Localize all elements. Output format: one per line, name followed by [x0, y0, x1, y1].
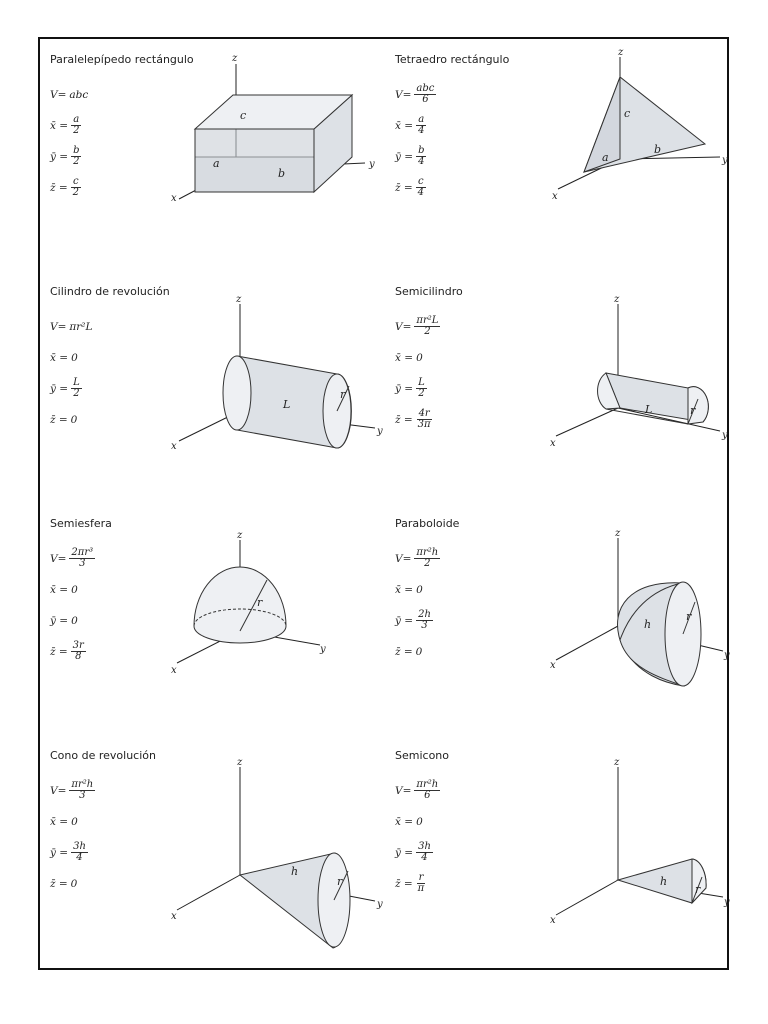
- formula-lhs: x̄ =: [395, 119, 414, 132]
- hemisphere-figure: [165, 528, 385, 698]
- fraction-numerator: r: [418, 871, 424, 883]
- fraction-denominator: 8: [75, 651, 82, 662]
- formula-row: [395, 605, 440, 636]
- formula-row: [50, 79, 88, 110]
- axis-label-x: x: [552, 191, 558, 202]
- axis-label-y: y: [377, 899, 383, 910]
- panel-cone: [40, 735, 385, 967]
- paraboloid-figure: [510, 528, 730, 698]
- axis-label-x: x: [171, 911, 177, 922]
- formula-lhs: z̄ =: [395, 645, 413, 658]
- formula-fraction: [71, 842, 88, 864]
- fraction-numerator: b: [418, 144, 425, 156]
- formula-fraction: [71, 115, 81, 137]
- formula-lhs: x̄ =: [395, 351, 414, 364]
- formula-lhs: z̄ =: [50, 181, 68, 194]
- axis-label-z: z: [237, 757, 243, 768]
- formula-row: [395, 342, 440, 373]
- fraction-denominator: 2: [424, 326, 431, 337]
- formula-fraction: [416, 378, 427, 400]
- formula-lhs: ȳ =: [50, 614, 69, 627]
- formula-lhs: ȳ =: [395, 614, 414, 627]
- formula-lhs: x̄ =: [395, 583, 414, 596]
- axis-label-x: x: [550, 438, 556, 449]
- fraction-numerator: πr²h: [416, 778, 439, 790]
- formula-lhs: z̄ =: [50, 413, 68, 426]
- panel-title: Semicono: [395, 749, 450, 762]
- axis-label-x: x: [550, 915, 556, 926]
- panel-half-cone: [385, 735, 730, 967]
- formula-row: [50, 342, 93, 373]
- fraction-denominator: 3π: [417, 419, 431, 430]
- formula-lhs: x̄ =: [50, 583, 69, 596]
- formula-row: [395, 868, 440, 899]
- fraction-numerator: 2πr³: [71, 546, 94, 558]
- fraction-denominator: 3: [79, 558, 86, 569]
- panel-title: Tetraedro rectángulo: [395, 53, 510, 66]
- panel-title: Cilindro de revolución: [50, 285, 170, 298]
- fraction-denominator: 2: [73, 388, 80, 399]
- axis-label-x: x: [171, 441, 177, 452]
- formula-lhs: z̄ =: [395, 877, 413, 890]
- formula-lhs: ȳ =: [395, 382, 414, 395]
- formula-lhs: V=: [395, 552, 412, 565]
- fraction-denominator: 2: [73, 156, 80, 167]
- formula-row: [50, 141, 88, 172]
- formula-rhs: 0: [416, 815, 423, 828]
- fraction-numerator: πr²h: [416, 546, 439, 558]
- tetrahedron-figure: [510, 49, 730, 219]
- formula-fraction: [416, 873, 427, 895]
- formula-list: [395, 79, 436, 203]
- formula-fraction: [69, 548, 95, 570]
- fraction-denominator: 4: [418, 125, 425, 136]
- formula-list: [395, 543, 440, 667]
- formula-lhs: ȳ =: [395, 150, 414, 163]
- axis-label-y: y: [724, 897, 730, 908]
- formula-row: [395, 110, 436, 141]
- fraction-numerator: 3h: [418, 840, 431, 852]
- panel-title: Semicilindro: [395, 285, 463, 298]
- formula-fraction: [69, 780, 95, 802]
- fraction-numerator: 2h: [418, 608, 431, 620]
- axis-label-y: y: [724, 650, 730, 661]
- formula-rhs: 0: [71, 583, 78, 596]
- panel-paraboloid: [385, 503, 730, 735]
- formula-fraction: [414, 548, 440, 570]
- formula-fraction: [71, 378, 82, 400]
- formula-row: [395, 404, 440, 435]
- panel-title: Paralelepípedo rectángulo: [50, 53, 194, 66]
- formula-lhs: ȳ =: [395, 846, 414, 859]
- formula-list: [395, 311, 440, 435]
- formula-lhs: ȳ =: [50, 150, 69, 163]
- formula-rhs: πr²L: [69, 320, 93, 333]
- formula-list: [395, 775, 440, 899]
- rectangular-prism-figure: [165, 49, 385, 219]
- panel-hemisphere: [40, 503, 385, 735]
- dim-label-h: h: [660, 875, 668, 888]
- formula-rhs: 0: [70, 413, 78, 426]
- half-cone-figure: [510, 755, 730, 925]
- fraction-numerator: 3h: [73, 840, 86, 852]
- formula-rhs: 0: [416, 583, 423, 596]
- fraction-denominator: 6: [424, 790, 431, 801]
- formula-rhs: 0: [416, 351, 423, 364]
- formula-lhs: x̄ =: [395, 815, 414, 828]
- panel-rectangular-prism: [40, 39, 385, 271]
- formula-row: [50, 806, 95, 837]
- dim-label-r: r: [340, 388, 346, 401]
- dim-label-h: h: [644, 618, 652, 631]
- panel-title: Paraboloide: [395, 517, 460, 530]
- page-frame: [38, 37, 729, 970]
- formula-fraction: [71, 146, 81, 168]
- fraction-numerator: abc: [416, 82, 435, 94]
- formula-row: [50, 636, 95, 667]
- dim-label-b: b: [278, 167, 286, 180]
- formula-fraction: [416, 146, 426, 168]
- formula-row: [395, 806, 440, 837]
- formula-row: [50, 775, 95, 806]
- formula-row: [50, 311, 93, 342]
- formula-lhs: V=: [395, 88, 412, 101]
- fraction-denominator: 4: [418, 156, 425, 167]
- formula-row: [395, 837, 440, 868]
- formula-lhs: z̄ =: [395, 413, 413, 426]
- fraction-denominator: 2: [424, 558, 431, 569]
- formula-row: [395, 311, 440, 342]
- formula-lhs: z̄ =: [50, 645, 68, 658]
- fraction-numerator: πr²h: [71, 778, 94, 790]
- fraction-numerator: a: [418, 113, 425, 125]
- axis-label-z: z: [615, 528, 621, 539]
- dim-label-a: a: [213, 157, 220, 170]
- formula-lhs: ȳ =: [50, 382, 69, 395]
- fraction-numerator: b: [73, 144, 80, 156]
- fraction-numerator: L: [418, 376, 425, 388]
- dim-label-b: b: [654, 143, 662, 156]
- formula-rhs: 0: [71, 614, 78, 627]
- fraction-denominator: 3: [421, 620, 428, 631]
- axis-label-z: z: [237, 530, 243, 541]
- formula-lhs: V=: [50, 784, 67, 797]
- axis-label-x: x: [171, 193, 177, 204]
- cylinder-figure: [165, 296, 385, 466]
- fraction-denominator: 6: [422, 94, 429, 105]
- formula-fraction: [416, 115, 426, 137]
- dim-label-L: L: [645, 403, 653, 416]
- formula-row: [50, 837, 95, 868]
- fraction-denominator: 3: [79, 790, 86, 801]
- formula-list: [50, 79, 88, 203]
- axis-label-x: x: [550, 660, 556, 671]
- fraction-denominator: 2: [72, 187, 80, 198]
- formula-lhs: ȳ =: [50, 846, 69, 859]
- formula-row: [50, 110, 88, 141]
- formula-fraction: [71, 177, 81, 199]
- dim-label-r: r: [695, 883, 701, 896]
- formula-rhs: 0: [71, 815, 78, 828]
- dim-label-r: r: [690, 404, 696, 417]
- dim-label-r: r: [257, 596, 263, 609]
- formula-lhs: z̄ =: [395, 181, 413, 194]
- formula-row: [395, 543, 440, 574]
- axis-label-z: z: [236, 294, 242, 305]
- axis-label-z: z: [618, 47, 624, 58]
- fraction-denominator: 2: [418, 388, 425, 399]
- fraction-denominator: 2: [73, 125, 80, 136]
- fraction-denominator: 4: [421, 852, 428, 863]
- formula-fraction: [416, 409, 433, 431]
- formula-lhs: V=: [395, 784, 412, 797]
- formula-row: [50, 574, 95, 605]
- formula-lhs: V=: [50, 552, 67, 565]
- fraction-numerator: c: [73, 175, 79, 187]
- formula-fraction: [71, 641, 86, 663]
- formula-list: [50, 311, 93, 435]
- axis-label-y: y: [722, 430, 728, 441]
- formula-row: [395, 79, 436, 110]
- dim-label-L: L: [283, 398, 291, 411]
- panel-title: Semiesfera: [50, 517, 112, 530]
- dim-label-c: c: [624, 107, 631, 120]
- dim-label-r: r: [686, 610, 692, 623]
- formula-fraction: [414, 780, 440, 802]
- axis-label-y: y: [320, 644, 326, 655]
- formula-row: [395, 172, 436, 203]
- fraction-denominator: 4: [76, 852, 83, 863]
- formula-row: [50, 373, 93, 404]
- formula-lhs: V=: [395, 320, 412, 333]
- fraction-numerator: L: [73, 376, 80, 388]
- formula-fraction: [414, 316, 440, 338]
- formula-list: [50, 543, 95, 667]
- panel-title: Cono de revolución: [50, 749, 156, 762]
- formula-list: [50, 775, 95, 899]
- formula-fraction: [416, 842, 433, 864]
- axis-label-x: x: [171, 665, 177, 676]
- formula-row: [395, 636, 440, 667]
- axis-label-y: y: [369, 159, 375, 170]
- panel-half-cylinder: [385, 271, 730, 503]
- dim-label-h: h: [291, 865, 299, 878]
- axis-label-z: z: [614, 757, 620, 768]
- fraction-numerator: πr²L: [416, 314, 439, 326]
- formula-rhs: 0: [70, 877, 78, 890]
- formula-row: [395, 574, 440, 605]
- panel-cylinder: [40, 271, 385, 503]
- formula-fraction: [416, 177, 426, 199]
- formula-row: [50, 605, 95, 636]
- fraction-denominator: π: [417, 883, 425, 894]
- formula-row: [50, 404, 93, 435]
- formula-row: [50, 172, 88, 203]
- formula-lhs: x̄ =: [50, 119, 69, 132]
- formula-fraction: [416, 610, 433, 632]
- axis-label-y: y: [722, 155, 728, 166]
- cone-figure: [165, 755, 385, 925]
- formula-row: [395, 141, 436, 172]
- formula-fraction: [414, 84, 436, 106]
- panel-tetrahedron: [385, 39, 730, 271]
- formula-rhs: abc: [69, 88, 89, 101]
- formula-lhs: x̄ =: [50, 351, 69, 364]
- axis-label-z: z: [232, 53, 238, 64]
- dim-label-r: r: [337, 875, 343, 888]
- fraction-numerator: a: [73, 113, 80, 125]
- formula-lhs: x̄ =: [50, 815, 69, 828]
- fraction-denominator: 4: [417, 187, 425, 198]
- axis-label-y: y: [377, 426, 383, 437]
- formula-rhs: 0: [415, 645, 423, 658]
- formula-row: [50, 543, 95, 574]
- half-cylinder-figure: [510, 296, 730, 466]
- formula-row: [395, 775, 440, 806]
- formula-rhs: 0: [71, 351, 78, 364]
- formula-lhs: V=: [50, 88, 67, 101]
- fraction-numerator: c: [418, 175, 424, 187]
- formula-lhs: V=: [50, 320, 67, 333]
- formula-row: [50, 868, 95, 899]
- formula-row: [395, 373, 440, 404]
- fraction-numerator: 3r: [72, 639, 84, 651]
- dim-label-a: a: [602, 151, 609, 164]
- dim-label-c: c: [240, 109, 247, 122]
- fraction-numerator: 4r: [418, 407, 430, 419]
- axis-label-z: z: [614, 294, 620, 305]
- formula-lhs: z̄ =: [50, 877, 68, 890]
